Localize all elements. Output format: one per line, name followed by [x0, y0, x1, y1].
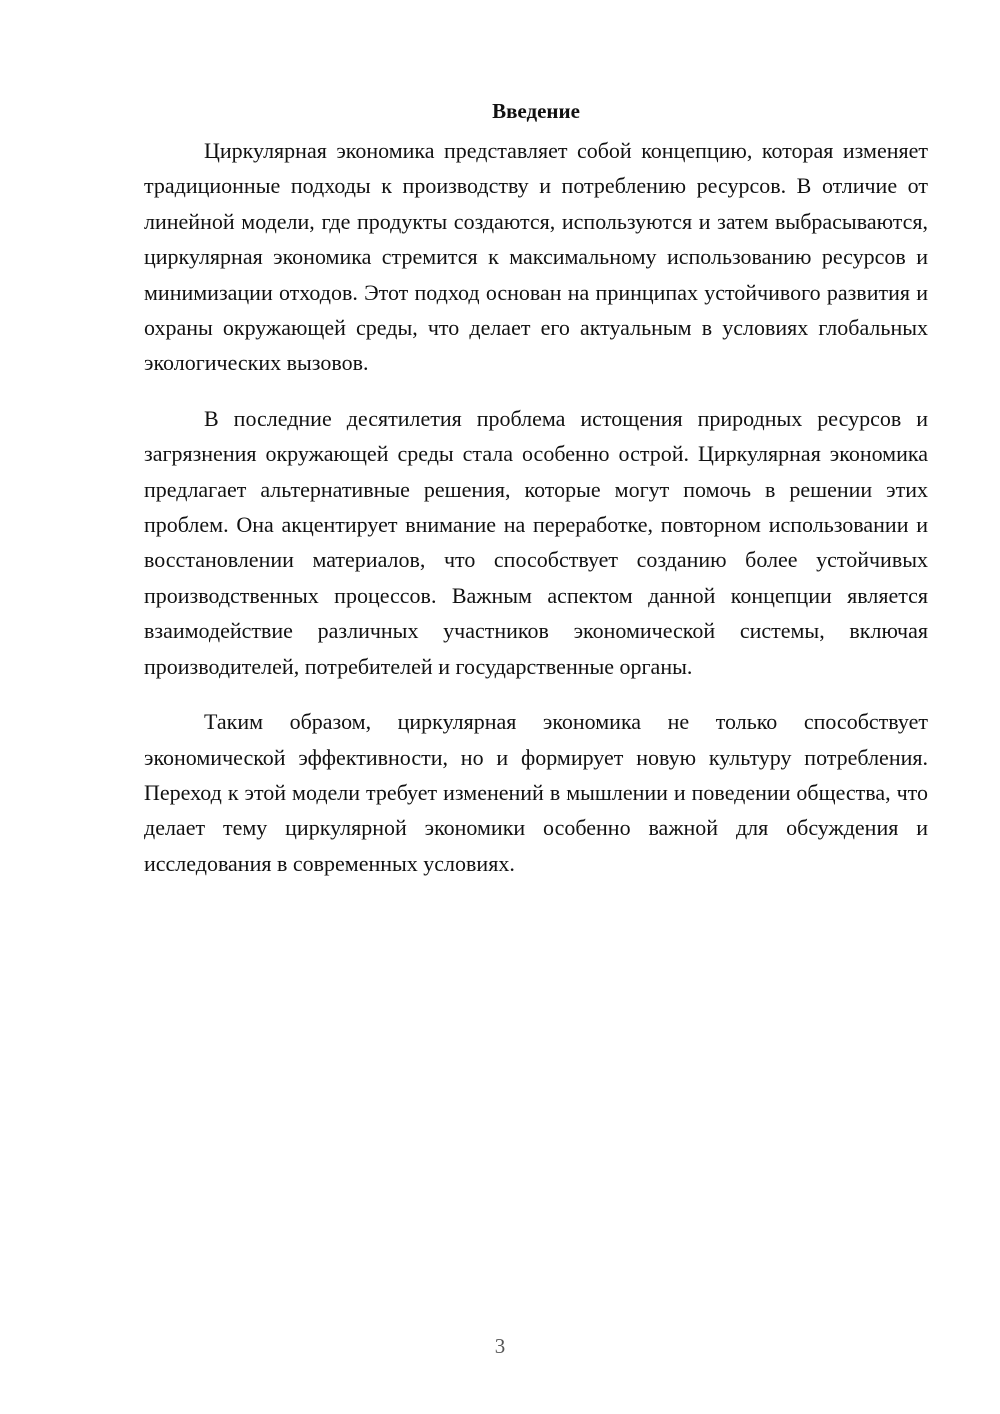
paragraph-3: Таким образом, циркулярная экономика не только способствует экономической эффективности, но и формирует новую культуру потребления. Переход к этой модели требует изменений в мышлении и поведении общества, что делает тему циркулярной экономики особенно важной для обсуждения и исследования в современных условиях. — [144, 709, 928, 876]
paragraph-1: Циркулярная экономика представляет собой концепцию, которая изменяет традиционные подходы к производству и потреблению ресурсов. В отличие от линейной модели, где продукты создаются, используются и затем выбрасываются, циркулярная экономика стремится к максимальному использованию ресурсов и минимизации отходов. Этот подход основан на принципах устойчивого развития и охраны окружающей среды, что делает его актуальным в условиях глобальных экологических вызовов. — [144, 138, 928, 376]
page-number: 3 — [494, 1334, 506, 1358]
page-content — [144, 96, 928, 901]
section-title: Введение — [492, 99, 580, 123]
paragraph-2: В последние десятилетия проблема истощения природных ресурсов и загрязнения окружающей среды стала особенно острой. Циркулярная экономика предлагает альтернативные решения, которые могут помочь в решении этих проблем. Она акцентирует внимание на переработке, повторном использовании и восстановлении материалов, что способствует созданию более устойчивых производственных процессов. Важным аспектом данной концепции является взаимодействие различных участников экономической системы, включая производителей, потребителей и государственные органы. — [144, 405, 928, 679]
